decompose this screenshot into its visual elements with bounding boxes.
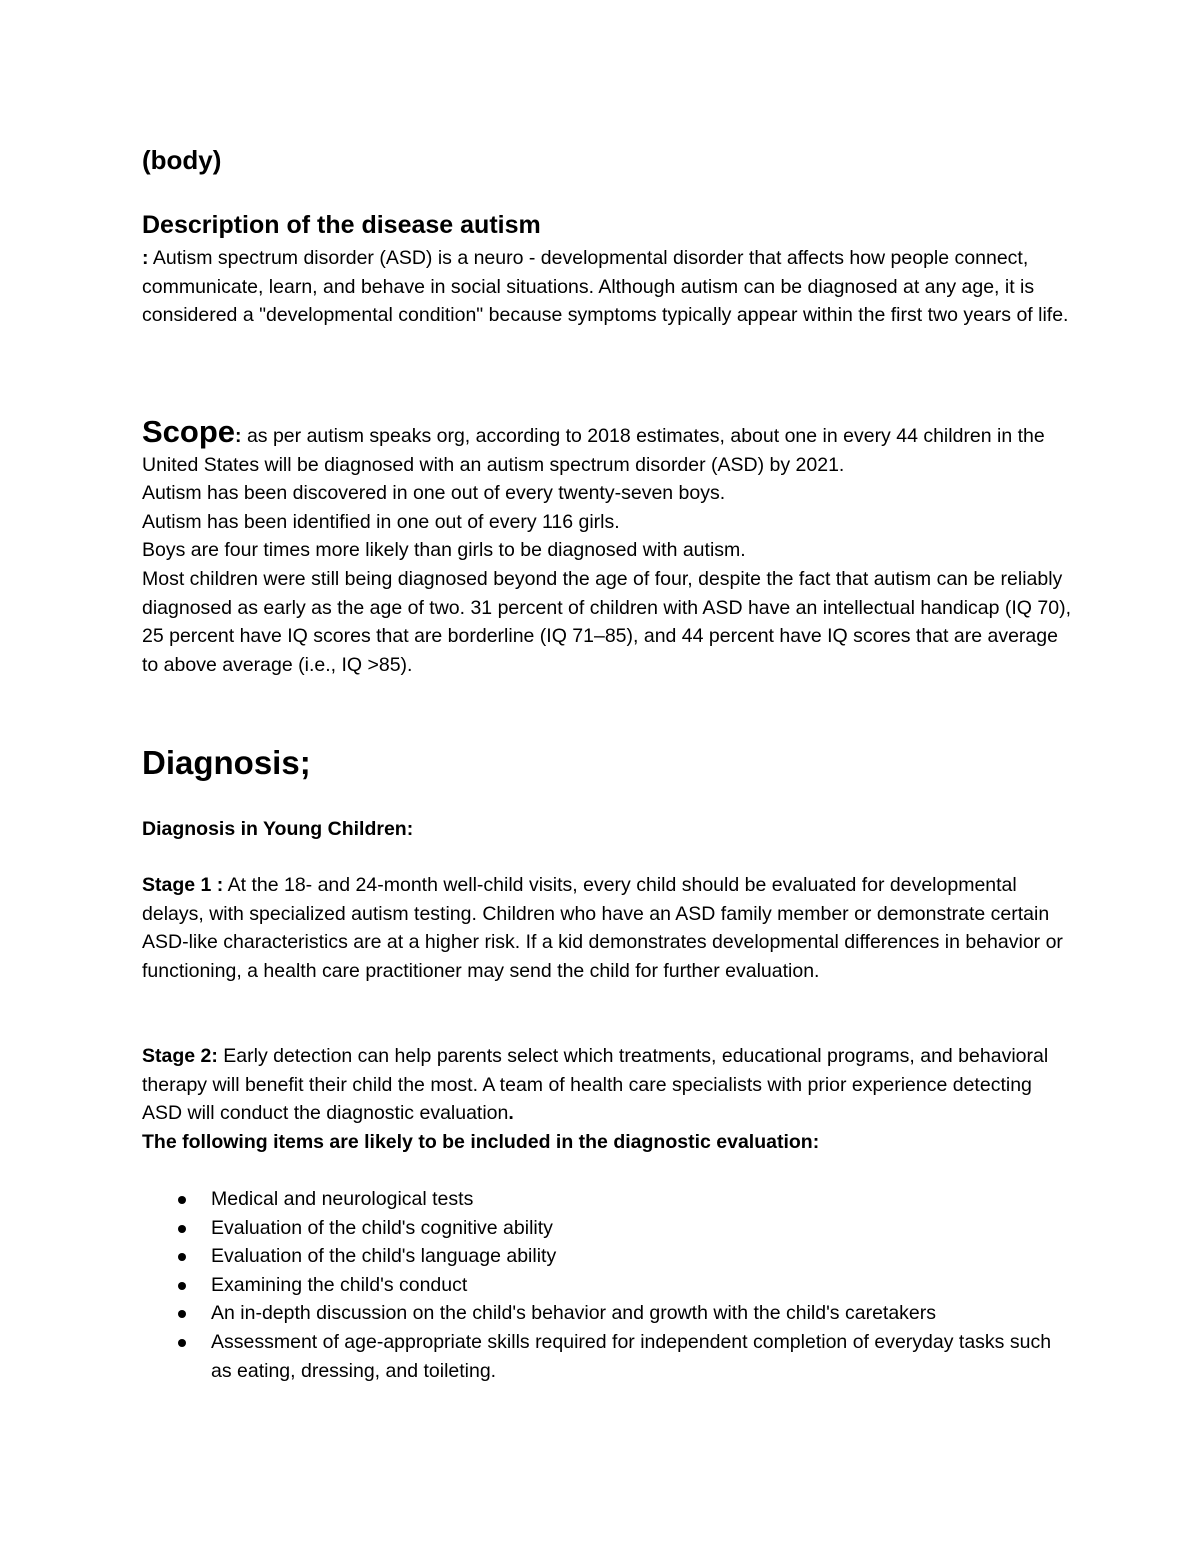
bullet-icon [178, 1310, 186, 1318]
stage-2-text: Early detection can help parents select which treatments, educational programs, and behavioral therapy will benefit their child the most. A team of health care specialists with prior experience detecting ASD will conduct the diagnostic evaluation [142, 1045, 1049, 1125]
list-item-text: Evaluation of the child's cognitive ability [211, 1216, 553, 1239]
stage-2-section [142, 1042, 1072, 1156]
bullet-icon [178, 1339, 186, 1347]
body-tag-heading: (body) [142, 145, 222, 175]
list-item [142, 1328, 1072, 1385]
scope-line-ratio: Boys are four times more likely than girls to be diagnosed with autism. [142, 539, 746, 562]
scope-label: Scope [142, 414, 236, 449]
scope-section [142, 414, 1072, 679]
bullet-icon [178, 1253, 186, 1261]
list-item-text: An in-depth discussion on the child's behavior and growth with the child's caretakers [211, 1302, 937, 1325]
list-item [142, 1299, 1072, 1328]
list-item-text: Assessment of age-appropriate skills required for independent completion of everyday tasks such as eating, dressing, and toileting. [211, 1330, 1052, 1382]
stage-1-paragraph [142, 871, 1072, 985]
scope-line-age: Most children were still being diagnosed beyond the age of four, despite the fact that autism can be reliably diagnosed as early as the age of two. 31 percent of children with ASD have an intellectual handicap (IQ 70), 25 percent have IQ scores that are borderline (IQ 71–85), and 44 percent have IQ scores that are average to above average (i.e., IQ >85). [142, 567, 1071, 676]
diagnosis-title: Diagnosis; [142, 744, 311, 781]
list-item [142, 1214, 1072, 1243]
list-item [142, 1185, 1072, 1214]
description-text: Autism spectrum disorder (ASD) is a neuro - developmental disorder that affects how people connect, communicate, learn, and behave in social situations. Although autism can be diagnosed at any age, it is considered a "developmental condition" because symptoms typically appear within the first two years of life. [142, 247, 1069, 327]
description-paragraph [142, 244, 1072, 330]
list-item-text: Examining the child's conduct [211, 1273, 468, 1296]
description-colon: : [142, 247, 149, 269]
stage-2-label: Stage 2: [142, 1045, 218, 1067]
evaluation-items-list [142, 1185, 1072, 1385]
scope-colon: : [235, 425, 242, 447]
bullet-icon [178, 1225, 186, 1233]
stage-1-text: At the 18- and 24-month well-child visits, every child should be evaluated for developmental delays, with specialized autism testing. Children who have an ASD family member or demonstrate certain ASD-like characteristics are at a higher risk. If a kid demonstrates developmental differences in behavior or functioning, a health care practitioner may send the child for further evaluation. [142, 874, 1063, 982]
scope-line-girls: Autism has been identified in one out of every 116 girls. [142, 510, 620, 533]
bullet-icon [178, 1196, 186, 1204]
scope-line-boys: Autism has been discovered in one out of every twenty-seven boys. [142, 482, 726, 505]
list-item [142, 1271, 1072, 1300]
list-item-text: Medical and neurological tests [211, 1188, 474, 1210]
bullet-icon [178, 1282, 186, 1290]
evaluation-items-heading: The following items are likely to be included in the diagnostic evaluation: [142, 1130, 820, 1153]
list-item [142, 1242, 1072, 1271]
description-title: Description of the disease autism [142, 211, 541, 239]
scope-intro-paragraph [142, 414, 1072, 479]
diagnosis-young-children-title: Diagnosis in Young Children: [142, 818, 414, 840]
stage-1-label: Stage 1 : [142, 874, 224, 896]
stage-2-period: . [508, 1102, 514, 1125]
list-item-text: Evaluation of the child's language ability [211, 1245, 557, 1268]
scope-intro-text: as per autism speaks org, according to 2018 estimates, about one in every 44 children in the United States will be diagnosed with an autism spectrum disorder (ASD) by 2021. [142, 425, 1045, 476]
stage-2-paragraph [142, 1042, 1072, 1128]
